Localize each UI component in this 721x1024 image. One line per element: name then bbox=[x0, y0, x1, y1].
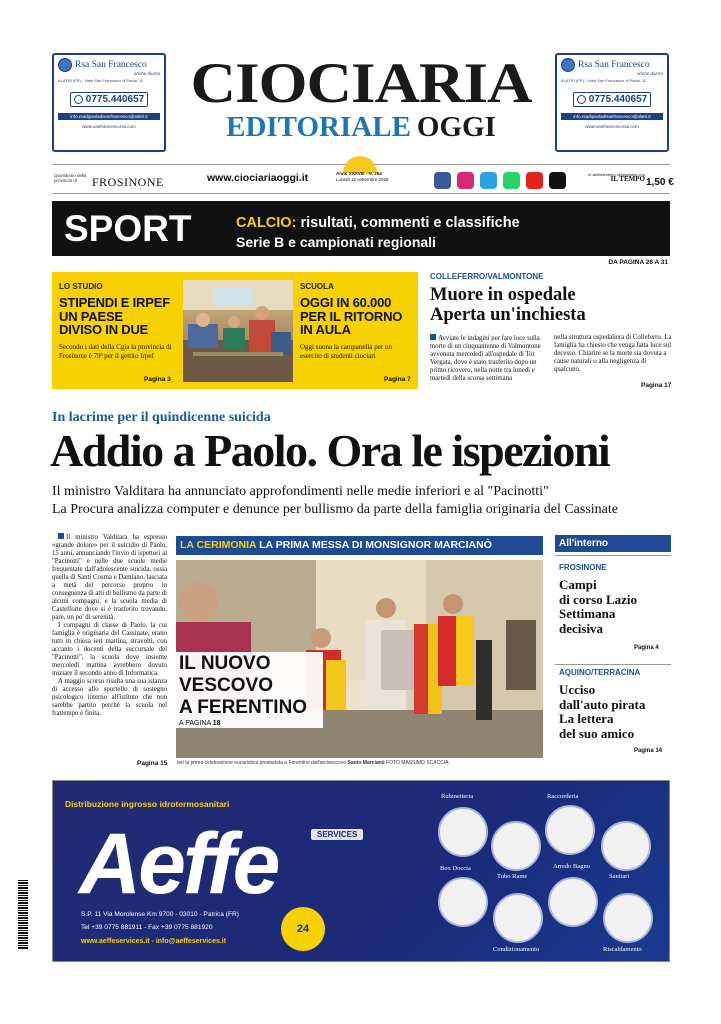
tubo-rame-icon bbox=[491, 821, 541, 871]
ad-phone: 0775.440657 bbox=[70, 92, 148, 107]
condizionamento-icon bbox=[493, 893, 543, 943]
facebook-icon[interactable] bbox=[434, 172, 451, 189]
masthead-title: CIOCIARIA bbox=[190, 51, 532, 115]
sport-banner[interactable] bbox=[52, 201, 670, 266]
aeffe-ad[interactable] bbox=[52, 780, 670, 962]
riscaldamento-icon bbox=[603, 893, 653, 943]
category-label: Sanitari bbox=[609, 873, 630, 880]
scuola-kicker: SCUOLA bbox=[300, 282, 334, 291]
interno-page: Pagina 4 bbox=[634, 645, 659, 651]
arredo-bagno-icon bbox=[548, 877, 598, 927]
scuola-headline[interactable]: OGGI IN 60.000 PER IL RITORNO IN AULA bbox=[300, 295, 403, 337]
partner-box: In abbinamento obbligatorio con IL TEMPO bbox=[588, 172, 645, 183]
h24-badge-icon: 24 bbox=[281, 907, 325, 951]
header-ad-left[interactable] bbox=[52, 53, 166, 152]
ad-brand: Rsa San Francesco bbox=[58, 58, 160, 72]
category-label: Tubo Rame bbox=[497, 873, 528, 880]
lead-body bbox=[52, 533, 167, 718]
youtube-icon[interactable] bbox=[526, 172, 543, 189]
ad-subtitle: anche diurno bbox=[133, 71, 160, 76]
issue-info: Anno XXXVIII - N. 254 Lunedì 15 settembre 2025 bbox=[336, 171, 389, 182]
lead-page: Pagina 15 bbox=[137, 760, 168, 767]
sanitari-icon bbox=[601, 821, 651, 871]
colleferro-col-2: nella struttura ospedaliera di Colleferro. La famiglia ha chiesto che venga fatta luce sul decesso. Chiarire se la morte sia dovuta a cause naturali o alla negligenza di qualcuno. bbox=[554, 334, 672, 373]
ad-phone: 0775.440657 bbox=[573, 92, 651, 107]
tiktok-icon[interactable] bbox=[549, 172, 566, 189]
studio-headline[interactable]: STIPENDI E IRPEF UN PAESE DIVISO IN DUE bbox=[59, 295, 170, 337]
edition-city: FROSINONE bbox=[92, 175, 164, 189]
masthead-subtitle bbox=[182, 113, 540, 141]
phone-icon bbox=[74, 95, 83, 104]
masthead-oggi: OGGI bbox=[416, 111, 496, 143]
bullet-square-icon bbox=[58, 533, 64, 539]
ad-email: info.rsadipaoladisanfrancesco@alatri.it bbox=[561, 113, 663, 120]
whatsapp-icon[interactable] bbox=[503, 172, 520, 189]
studio-body: Secondo i dati della Cgia la provincia di Frosinone è 79ª per il gettito Irpef bbox=[59, 343, 172, 360]
scuola-body: Oggi suona la campanella per un esercito di studenti ciociari bbox=[300, 343, 392, 360]
ad-address: S.P. 11 Via Morolense Km 9700 - 03010 - Patrica (FR) bbox=[81, 911, 239, 918]
rubinetteria-icon bbox=[438, 807, 488, 857]
box-doccia-icon bbox=[438, 877, 488, 927]
rsa-logo-icon bbox=[58, 58, 72, 72]
category-label: Box Doccia bbox=[440, 865, 471, 872]
sport-label: SPORT bbox=[52, 201, 225, 256]
services-badge: SERVICES bbox=[311, 829, 363, 840]
ad-web: www.sanfrancescorsa.com bbox=[82, 124, 136, 129]
yellow-box bbox=[52, 272, 418, 389]
website-link[interactable]: www.ciociariaoggi.it bbox=[207, 172, 309, 184]
lead-kicker: In lacrime per il quindicenne suicida bbox=[52, 410, 271, 425]
scuola-page: Pagina 7 bbox=[384, 376, 411, 383]
lead-paragraph: I compagni di classe di Paolo, la cui famiglia è originaria del Cassinate, erano tutti in chiesa ieri mattina, stravolti, con accanto i docenti della succursale del "Pacinotti", la scuola dove insieme mercoledì mattina avrebbero dovuto iniziare il secondo anno di Informatica. bbox=[52, 622, 167, 677]
colleferro-kicker: COLLEFERRO/VALMONTONE bbox=[430, 272, 544, 281]
colleferro-headline[interactable]: Muore in ospedale Aperta un'inchiesta bbox=[430, 285, 586, 325]
ad-web[interactable]: www.aeffeservices.it - info@aeffeservices.it bbox=[81, 938, 227, 945]
lead-headline[interactable]: Addio a Paolo. Ora le ispezioni bbox=[50, 425, 610, 476]
interno-page: Pagina 14 bbox=[634, 748, 663, 754]
studio-kicker: LO STUDIO bbox=[59, 282, 103, 291]
aeffe-logo: Aeffe bbox=[79, 816, 278, 912]
price: 1,50 € bbox=[646, 177, 674, 188]
phone-icon bbox=[577, 95, 586, 104]
ad-brand: Rsa San Francesco bbox=[561, 58, 663, 72]
edition-label: Quotidiano della provincia di bbox=[54, 173, 87, 183]
interno-kicker: FROSINONE bbox=[559, 563, 607, 572]
category-label: Rubinetteria bbox=[441, 793, 474, 800]
ad-address: ALATRI (FR) - Viale San Francesco di Paola, 11 bbox=[58, 78, 144, 83]
cerimonia-bar[interactable]: LA CERIMONIA LA PRIMA MESSA DI MONSIGNOR MARCIANÒ bbox=[176, 536, 543, 555]
school-photo bbox=[183, 280, 293, 382]
sport-line-2: Serie B e campionati regionali bbox=[236, 234, 436, 250]
interno-headline: Ucciso dall'auto pirata La lettera del suo amico bbox=[559, 682, 646, 741]
social-icons bbox=[434, 172, 566, 189]
instagram-icon[interactable] bbox=[457, 172, 474, 189]
category-label: Arredo Bagno bbox=[553, 863, 591, 870]
raccorderia-icon bbox=[545, 805, 595, 855]
sport-pages: DA PAGINA 26 A 31 bbox=[608, 259, 668, 266]
vescovo-overlay[interactable]: IL NUOVO VESCOVO A FERENTINO A PAGINA 18 bbox=[176, 652, 323, 728]
lead-deck-1: Il ministro Valditara ha annunciato approfondimenti nelle medie inferiori e al "Pacinotti" bbox=[52, 484, 549, 499]
ad-tagline: Distribuzione ingrosso idrotermosanitari bbox=[65, 799, 230, 809]
ad-email: info.rsadipaoladisanfrancesco@alatri.it bbox=[58, 113, 160, 120]
barcode bbox=[18, 880, 28, 950]
category-label: Condizionamento bbox=[493, 946, 540, 953]
interno-headline: Campi di corso Lazio Settimana decisiva bbox=[559, 577, 637, 636]
ad-address: ALATRI (FR) - Viale San Francesco di Paola, 11 bbox=[561, 78, 647, 83]
ad-subtitle: anche diurno bbox=[636, 71, 663, 76]
ad-tel: Tel +39 0775 881911 - Fax +39 0775 881920 bbox=[81, 924, 213, 931]
rsa-logo-icon bbox=[561, 58, 575, 72]
telegram-icon[interactable] bbox=[480, 172, 497, 189]
colleferro-col-1: Avviate le indagini per fare luce sulla morte di un cinquantenne di Valmontone avvenuta mercoledì all'ospedale di Tor Vergata, dove è stato trasferito dopo un primo ricovero, nella notte tra lunedì e martedì della scorsa settimana bbox=[430, 335, 541, 382]
interno-title: All'interno bbox=[555, 535, 671, 552]
lead-paragraph: A maggio scorso risulta una sua istanza di accesso allo sportello di sostegno psicologico interno all'istituto che non sarebbe partito perché la scuola nel frattempo è finita. bbox=[52, 678, 167, 717]
colleferro-page: Pagina 17 bbox=[641, 382, 672, 389]
ad-web: www.sanfrancescorsa.com bbox=[585, 124, 639, 129]
header-ad-right[interactable] bbox=[555, 53, 669, 152]
category-label: Riscaldamento bbox=[603, 946, 642, 953]
category-label: Raccorderia bbox=[547, 793, 579, 800]
bullet-square-icon bbox=[430, 334, 436, 340]
photo-caption: Ieri la prima celebrazione eucaristica presieduta a Ferentino dall'arcivescovo Santo Marcianò FOTO MASSIMO SCACCIA bbox=[177, 760, 449, 766]
studio-page: Pagina 3 bbox=[144, 376, 171, 383]
sport-line-1: CALCIO: risultati, commenti e classifiche bbox=[236, 215, 520, 231]
lead-paragraph: Il ministro Valditara ha espresso «grande dolore» per il suicidio di Paolo, 15 anni, annunciando l'invio di ispettori al "Pacinotti" e nelle due scuole medie frequentate dall'adolescente suicida, ossia quella di Santi Cosma e Damiano, lasciata a metà del percorso proprio in conseguenza di atti di bullismo da parte di alcuni compagni, e la scuola media di Castelforte dove si è trasferito trovando, pare, un po' di serenità. bbox=[52, 534, 167, 621]
masthead-editoriale: EDITORIALE bbox=[226, 111, 411, 143]
lead-deck-2: La Procura analizza computer e denunce per bullismo da parte della famiglia originaria del Cassinate bbox=[52, 502, 618, 517]
interno-kicker: AQUINO/TERRACINA bbox=[559, 668, 641, 677]
